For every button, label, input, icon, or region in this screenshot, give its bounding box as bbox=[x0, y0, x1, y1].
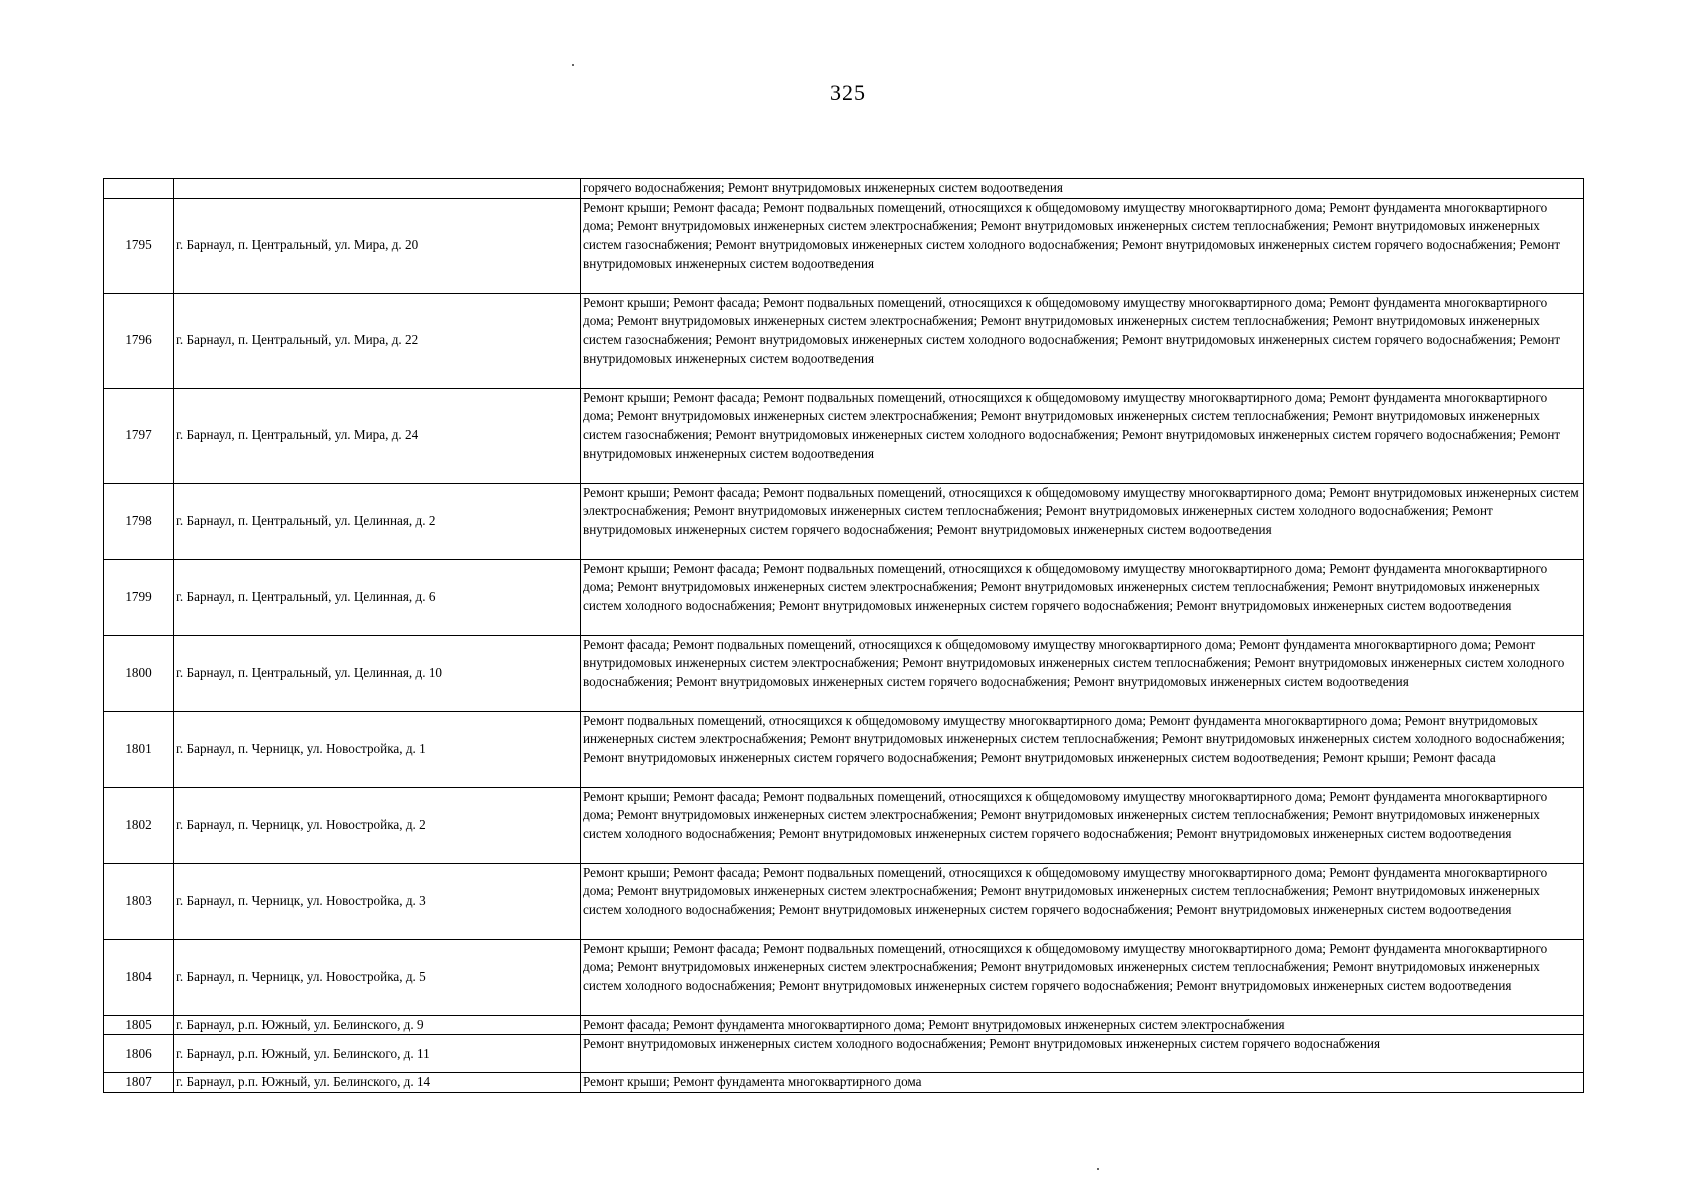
works-cell: Ремонт фасада; Ремонт фундамента многоквартирного дома; Ремонт внутридомовых инженерных систем электроснабжения bbox=[581, 1015, 1584, 1035]
row-number-cell: 1799 bbox=[104, 559, 174, 635]
address-cell: г. Барнаул, р.п. Южный, ул. Белинского, д. 9 bbox=[174, 1015, 581, 1035]
table-row bbox=[104, 198, 1584, 293]
table-row bbox=[104, 863, 1584, 939]
address-cell: г. Барнаул, п. Центральный, ул. Мира, д. 22 bbox=[174, 293, 581, 388]
address-cell: г. Барнаул, п. Черницк, ул. Новостройка, д. 3 bbox=[174, 863, 581, 939]
works-cell: Ремонт подвальных помещений, относящихся к общедомовому имуществу многоквартирного дома; Ремонт фундамента многоквартирного дома; Ремонт внутридомовых инженерных систем электроснабжения; Ремонт внутридомовых инженерных систем теплоснабжения; Ремонт внутридомовых инженерных систем холодного водоснабжения; Ремонт внутридомовых инженерных систем горячего водоснабжения; Ремонт внутридомовых инженерных систем водоотведения; Ремонт крыши; Ремонт фасада bbox=[581, 711, 1584, 787]
row-number-cell: 1795 bbox=[104, 198, 174, 293]
table-row bbox=[104, 635, 1584, 711]
row-number-cell: 1797 bbox=[104, 388, 174, 483]
works-cell: Ремонт крыши; Ремонт фасада; Ремонт подвальных помещений, относящихся к общедомовому имуществу многоквартирного дома; Ремонт фундамента многоквартирного дома; Ремонт внутридомовых инженерных систем электроснабжения; Ремонт внутридомовых инженерных систем теплоснабжения; Ремонт внутридомовых инженерных систем холодного водоснабжения; Ремонт внутридомовых инженерных систем горячего водоснабжения; Ремонт внутридомовых инженерных систем водоотведения bbox=[581, 863, 1584, 939]
table-row bbox=[104, 559, 1584, 635]
address-cell: г. Барнаул, п. Черницк, ул. Новостройка, д. 2 bbox=[174, 787, 581, 863]
row-number-cell bbox=[104, 179, 174, 199]
row-number-cell: 1798 bbox=[104, 483, 174, 559]
works-cell: Ремонт крыши; Ремонт фасада; Ремонт подвальных помещений, относящихся к общедомовому имуществу многоквартирного дома; Ремонт внутридомовых инженерных систем электроснабжения; Ремонт внутридомовых инженерных систем теплоснабжения; Ремонт внутридомовых инженерных систем холодного водоснабжения; Ремонт внутридомовых инженерных систем горячего водоснабжения; Ремонт внутридомовых инженерных систем водоотведения bbox=[581, 483, 1584, 559]
table bbox=[103, 178, 1584, 1093]
address-cell: г. Барнаул, п. Центральный, ул. Целинная, д. 10 bbox=[174, 635, 581, 711]
table-row bbox=[104, 787, 1584, 863]
table-row-continuation bbox=[104, 179, 1584, 199]
row-number-cell: 1800 bbox=[104, 635, 174, 711]
works-cell: Ремонт крыши; Ремонт фасада; Ремонт подвальных помещений, относящихся к общедомовому имуществу многоквартирного дома; Ремонт фундамента многоквартирного дома; Ремонт внутридомовых инженерных систем электроснабжения; Ремонт внутридомовых инженерных систем теплоснабжения; Ремонт внутридомовых инженерных систем газоснабжения; Ремонт внутридомовых инженерных систем холодного водоснабжения; Ремонт внутридомовых инженерных систем горячего водоснабжения; Ремонт внутридомовых инженерных систем водоотведения bbox=[581, 388, 1584, 483]
row-number-cell: 1801 bbox=[104, 711, 174, 787]
table-row bbox=[104, 939, 1584, 1015]
page-number: 325 bbox=[830, 80, 866, 105]
works-cell: Ремонт крыши; Ремонт фасада; Ремонт подвальных помещений, относящихся к общедомовому имуществу многоквартирного дома; Ремонт фундамента многоквартирного дома; Ремонт внутридомовых инженерных систем электроснабжения; Ремонт внутридомовых инженерных систем теплоснабжения; Ремонт внутридомовых инженерных систем холодного водоснабжения; Ремонт внутридомовых инженерных систем горячего водоснабжения; Ремонт внутридомовых инженерных систем водоотведения bbox=[581, 559, 1584, 635]
works-cell: горячего водоснабжения; Ремонт внутридомовых инженерных систем водоотведения bbox=[581, 179, 1584, 199]
address-cell: г. Барнаул, р.п. Южный, ул. Белинского, д. 14 bbox=[174, 1073, 581, 1093]
works-cell: Ремонт крыши; Ремонт фасада; Ремонт подвальных помещений, относящихся к общедомовому имуществу многоквартирного дома; Ремонт фундамента многоквартирного дома; Ремонт внутридомовых инженерных систем электроснабжения; Ремонт внутридомовых инженерных систем теплоснабжения; Ремонт внутридомовых инженерных систем холодного водоснабжения; Ремонт внутридомовых инженерных систем горячего водоснабжения; Ремонт внутридомовых инженерных систем водоотведения bbox=[581, 939, 1584, 1015]
table-row bbox=[104, 711, 1584, 787]
works-cell: Ремонт внутридомовых инженерных систем холодного водоснабжения; Ремонт внутридомовых инженерных систем горячего водоснабжения bbox=[581, 1035, 1584, 1073]
row-number-cell: 1805 bbox=[104, 1015, 174, 1035]
scan-speck bbox=[1097, 1168, 1099, 1170]
table-row bbox=[104, 1073, 1584, 1093]
row-number-cell: 1803 bbox=[104, 863, 174, 939]
address-cell: г. Барнаул, п. Центральный, ул. Мира, д. 24 bbox=[174, 388, 581, 483]
table-row bbox=[104, 293, 1584, 388]
row-number-cell: 1807 bbox=[104, 1073, 174, 1093]
table-row bbox=[104, 483, 1584, 559]
row-number-cell: 1804 bbox=[104, 939, 174, 1015]
table-row bbox=[104, 1035, 1584, 1073]
row-number-cell: 1802 bbox=[104, 787, 174, 863]
works-cell: Ремонт крыши; Ремонт фасада; Ремонт подвальных помещений, относящихся к общедомовому имуществу многоквартирного дома; Ремонт фундамента многоквартирного дома; Ремонт внутридомовых инженерных систем электроснабжения; Ремонт внутридомовых инженерных систем теплоснабжения; Ремонт внутридомовых инженерных систем холодного водоснабжения; Ремонт внутридомовых инженерных систем горячего водоснабжения; Ремонт внутридомовых инженерных систем водоотведения bbox=[581, 787, 1584, 863]
address-cell: г. Барнаул, п. Центральный, ул. Целинная, д. 6 bbox=[174, 559, 581, 635]
address-cell bbox=[174, 179, 581, 199]
table-row bbox=[104, 388, 1584, 483]
row-number-cell: 1806 bbox=[104, 1035, 174, 1073]
address-cell: г. Барнаул, п. Черницк, ул. Новостройка, д. 5 bbox=[174, 939, 581, 1015]
table-row bbox=[104, 1015, 1584, 1035]
works-cell: Ремонт крыши; Ремонт фасада; Ремонт подвальных помещений, относящихся к общедомовому имуществу многоквартирного дома; Ремонт фундамента многоквартирного дома; Ремонт внутридомовых инженерных систем электроснабжения; Ремонт внутридомовых инженерных систем теплоснабжения; Ремонт внутридомовых инженерных систем газоснабжения; Ремонт внутридомовых инженерных систем холодного водоснабжения; Ремонт внутридомовых инженерных систем горячего водоснабжения; Ремонт внутридомовых инженерных систем водоотведения bbox=[581, 198, 1584, 293]
works-cell: Ремонт крыши; Ремонт фасада; Ремонт подвальных помещений, относящихся к общедомовому имуществу многоквартирного дома; Ремонт фундамента многоквартирного дома; Ремонт внутридомовых инженерных систем электроснабжения; Ремонт внутридомовых инженерных систем теплоснабжения; Ремонт внутридомовых инженерных систем газоснабжения; Ремонт внутридомовых инженерных систем холодного водоснабжения; Ремонт внутридомовых инженерных систем горячего водоснабжения; Ремонт внутридомовых инженерных систем водоотведения bbox=[581, 293, 1584, 388]
address-cell: г. Барнаул, р.п. Южный, ул. Белинского, д. 11 bbox=[174, 1035, 581, 1073]
repair-works-table bbox=[103, 178, 1583, 1093]
scan-speck bbox=[572, 64, 574, 66]
address-cell: г. Барнаул, п. Центральный, ул. Мира, д. 20 bbox=[174, 198, 581, 293]
address-cell: г. Барнаул, п. Черницк, ул. Новостройка, д. 1 bbox=[174, 711, 581, 787]
works-cell: Ремонт фасада; Ремонт подвальных помещений, относящихся к общедомовому имуществу многоквартирного дома; Ремонт фундамента многоквартирного дома; Ремонт внутридомовых инженерных систем электроснабжения; Ремонт внутридомовых инженерных систем теплоснабжения; Ремонт внутридомовых инженерных систем холодного водоснабжения; Ремонт внутридомовых инженерных систем горячего водоснабжения; Ремонт внутридомовых инженерных систем водоотведения bbox=[581, 635, 1584, 711]
works-cell: Ремонт крыши; Ремонт фундамента многоквартирного дома bbox=[581, 1073, 1584, 1093]
row-number-cell: 1796 bbox=[104, 293, 174, 388]
address-cell: г. Барнаул, п. Центральный, ул. Целинная, д. 2 bbox=[174, 483, 581, 559]
